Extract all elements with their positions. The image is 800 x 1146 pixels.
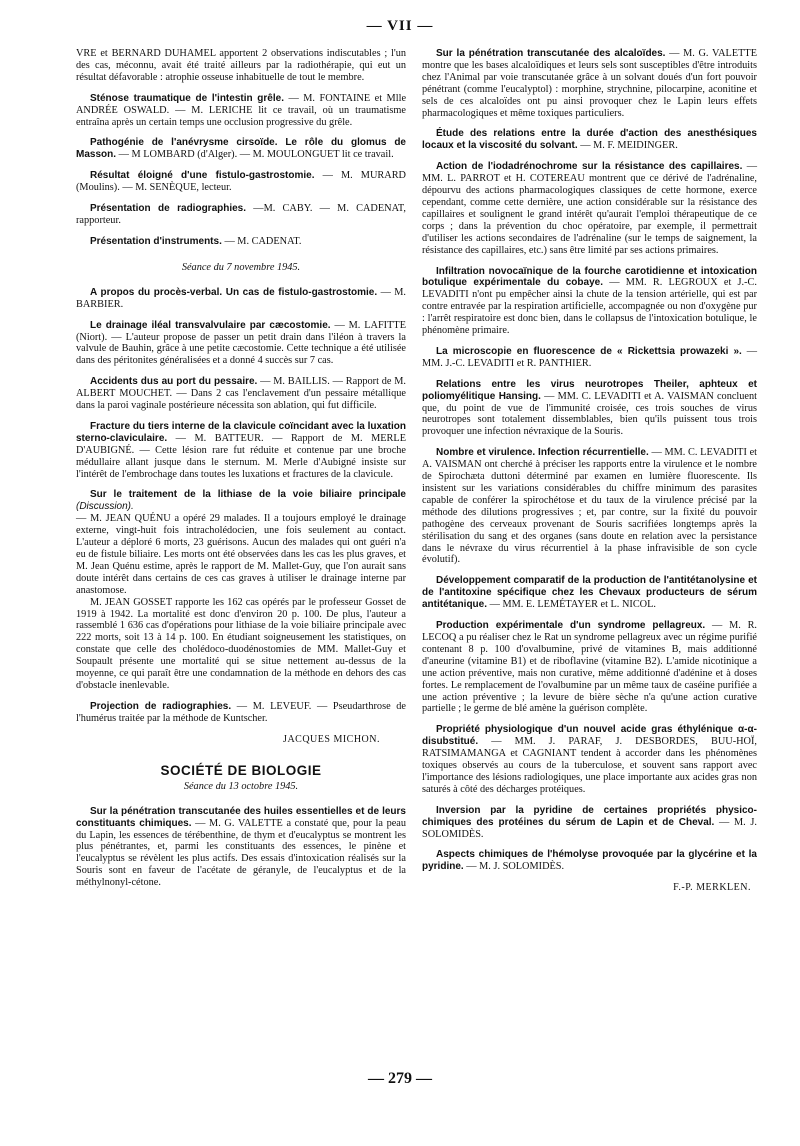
entry-body: — M. R. LECOQ a pu réaliser chez le Rat un syndrome pellagreux avec un régime purifié contenant 8 p. 100 d'ovalbumine, privé de vitamines B, mais additionné d'aneurine (vitamine B1) et de riboflavine (vitamine B2). L'amide nicotinique a une action préventive, mais non curative, même additionné d'adénine et à doses fortes. Le remplacement de l'ovalbumine par un même taux de caséine purifiée a une action préventive ; la levure de bière sèche n'a qu'une action curative partielle ; le germe de blé amène la guérison complète. — [422, 620, 758, 715]
entry — [422, 346, 757, 370]
entry-body: — M. CADENAT. — [224, 235, 302, 247]
entry-title: Projection de radiographies. — [90, 700, 232, 712]
entry-body: — M. J. SOLOMIDÈS. — [422, 816, 757, 840]
signature-merklen: F.-P. MERKLEN. — [673, 882, 751, 894]
entry-body: — M. LAFITTE (Niort). — L'auteur propose de passer un petit drain dans l'iléon à travers la valvule de Bauhin, grâce à une petite cæcostomie. Cette technique a été utilisée dans des péritonites généralisées et a donné 4 succès sur 7 cas. — [76, 319, 406, 367]
entry-projection — [76, 701, 406, 725]
entry-title: Fracture du tiers interne de la clavicule coïncidant avec la luxation sterno-claviculaire. — [76, 420, 406, 444]
entry-body: — M. BATTEUR. — Rapport de M. MERLE D'AUBIGNÉ. — Cette lésion rare fut réduite et contenue par une broche médullaire allant jusque dans le sternum. M. Merle d'Aubigné insiste sur l'intérêt de l'embrochage dans toutes les luxations et fractures de la clavicule. — [76, 432, 406, 480]
entry-body: — MM. J. PARAF, J. DESBORDES, BUU-HOÏ, RATSIMAMANGA et CAGNIANT tendent à accorder dans les phénomènes toxiques observés au cours de la tuberculose, et souvent sans rapport avec l'importance des lésions radiologiques, une place importante aux acides gras non saturés à côté des décharges protéiques. — [422, 736, 758, 795]
entry-body: — M. F. MEIDINGER. — [580, 140, 678, 152]
entry-title: Résultat éloigné d'une fistulo-gastrostomie. — [90, 170, 315, 182]
entry-body: — M LOMBARD (d'Alger). — M. MOULONGUET lit ce travail. — [118, 149, 394, 161]
left-entries-group-2 — [76, 287, 406, 481]
entry — [422, 849, 757, 873]
entry-title: A propos du procès-verbal. Un cas de fistulo-gastrostomie. — [90, 286, 378, 298]
entry-title: Inversion par la pyridine de certaines propriétés physico-chimiques des protéines du sérum de Lapin et de Cheval. — [422, 804, 757, 828]
entry-body: — MM. R. LEGROUX et J.-C. LEVADITI n'ont pu empêcher ainsi la chute de la tension artérielle, qui est par contre entravée par la respiration artificielle, accompagnée ou non d'oxygène pur : l'arrêt respiratoire est donc bien, dans le collapsus de l'intoxication botulique, le phénomène primaire. — [422, 277, 757, 337]
entry — [422, 48, 757, 119]
entry-body-2: M. JEAN GOSSET rapporte les 162 cas opérés par le professeur Gosset de 1919 à 1942. La mortalité est donc d'environ 20 p. 100. De plus, l'auteur a rassemblé 1 636 cas d'opérations pour lithiase de la voie biliaire principale avec 222 morts, soit 13 à 14 p. 100. En étudiant soigneusement les statistiques, on constate que celle des cholédoco-duodénostomies de MM. Mallet-Guy et Soupault présente une mortalité qui se situe nettement au-dessus de la moyenne, ce qui paraît être une condamnation de la méthode en dehors des cas d'obstacle inenlevable. — [76, 596, 406, 691]
left-entries-group-1 — [76, 48, 406, 248]
entry-title: Présentation d'instruments. — [90, 235, 222, 247]
page-header-roman: — VII — — [366, 18, 434, 34]
entry — [76, 170, 406, 194]
entry-title: Étude des relations entre la durée d'action des anesthésiques locaux et la viscosité du solvant. — [422, 128, 757, 152]
right-column — [422, 48, 757, 893]
entry-title: Sténose traumatique de l'intestin grêle. — [90, 92, 284, 104]
entry — [422, 447, 757, 566]
entry — [422, 805, 757, 841]
entry-huiles — [76, 806, 406, 889]
entry-title: Infiltration novocaïnique de la fourche carotidienne et intoxication botulique expérimentale du cobaye. — [422, 265, 757, 289]
entry-body: — MM. C. LEVADITI et A. VAISMAN concluent que, du point de vue de l'immunité croisée, ces trois souches de virus neurotropes sont totalement dissemblables, bien qu'ils puissent tous trois provoquer une infection névraxique de la Souris. — [422, 390, 757, 438]
entry — [422, 620, 757, 715]
entry — [76, 287, 406, 311]
entry-lithiase — [76, 489, 406, 691]
entry-body: — MM. J.-C. LEVADITI et R. PANTHIER. — [422, 345, 757, 369]
entry-body: —M. CABY. — M. CADENAT, rapporteur. — [76, 203, 406, 226]
entry-body: — M. J. SOLOMIDÈS. — [466, 861, 565, 873]
entry-title: Propriété physiologique d'un nouvel acide gras éthylénique α-α-disubstitué. — [422, 724, 757, 748]
entry-title: Sur la pénétration transcutanée des alcaloïdes. — [436, 48, 666, 59]
entry-title: Développement comparatif de la production de l'antitétanolysine et de l'antitoxine spécifique chez les Chevaux producteurs de sérum antitétanique. — [422, 575, 757, 611]
signature-michon: JACQUES MICHON. — [283, 733, 380, 745]
entry-title: Accidents dus au port du pessaire. — [90, 376, 258, 388]
entry-title: Nombre et virulence. Infection récurrentielle. — [436, 447, 649, 459]
entry — [76, 236, 406, 248]
entry-body: — M. FONTAINE et Mlle ANDRÉE OSWALD. — M. LERICHE lit ce travail, où un traumatisme entraîna après un certain temps une occlusion progressive du grêle. — [76, 92, 407, 128]
entry-title: Le drainage iléal transvalvulaire par cæcostomie. — [90, 319, 331, 331]
entry-body: — M. G. VALETTE a constaté que, pour la peau du Lapin, les essences de térébenthine, de thym et d'eucalyptus se montrent les plus pénétrantes, et, parmi les constituants des essences, le pinène et l'eucalyptus se révèlent les plus actifs. Des essais d'intoxication réalisés sur la Souris sont en faveur de l'acétate de géranyle, de l'eucalyptus et de la méthylnonyl-cétone. — [76, 817, 407, 889]
society-heading: SOCIÉTÉ DE BIOLOGIE — [160, 762, 322, 778]
entry — [422, 161, 757, 256]
entry-body: — M. BARBIER. — [76, 286, 406, 310]
entry-title: La microscopie en fluorescence de « Rickettsia prowazeki ». — [436, 345, 742, 357]
session-date-oct: Séance du 13 octobre 1945. — [183, 780, 299, 792]
entry — [76, 376, 406, 412]
entry — [76, 93, 406, 129]
entry-title: Présentation de radiographies. — [90, 203, 247, 215]
entry — [76, 137, 406, 161]
session-date-nov: Séance du 7 novembre 1945. — [181, 261, 301, 273]
entry — [422, 128, 757, 152]
entry — [422, 724, 757, 795]
entry — [76, 203, 406, 227]
entry-body: — M. BAILLIS. — Rapport de M. ALBERT MOUCHET. — Dans 2 cas l'enclavement d'un pessaire métallique dans la paroi vaginale postérieure nécessita son ablation, qui fut difficile. — [76, 376, 407, 412]
entry-body: — M. MURARD (Moulins). — M. SENÈQUE, lecteur. — [76, 170, 406, 194]
entry-body: VRE et BERNARD DUHAMEL apportent 2 observations indiscutables ; l'un des cas, méconnu, avait été traité ailleurs par la radiothérapie, qui eut un résultat défavorable : atrophie osseuse inhabituelle de tout le membre. — [76, 48, 406, 83]
entry-title: Production expérimentale d'un syndrome pellagreux. — [436, 620, 706, 632]
entry — [76, 320, 406, 368]
entry-body: — MM. E. LEMÉTAYER et L. NICOL. — [489, 599, 656, 611]
entry-body: — M. LEVEUF. — Pseudarthrose de l'humérus traitée par la méthode de Kuntscher. — [76, 700, 406, 724]
entry — [76, 421, 406, 481]
page-number: — 279 — — [368, 1070, 432, 1087]
entry-body: — M. G. VALETTE montre que les bases alcaloïdiques et leurs sels sont susceptibles d'être introduits chez l'Animal par voie transcutanée grâce à un solvant doués d'un fort pouvoir pénétrant (comme l'eucalyptol) : morphine, strychnine, pilocarpine, aconitine et sels de ces alcaloïdes ont pu ainsi provoquer chez le Lapin leurs effets pharmacologiques et même toxiques particuliers. — [422, 48, 757, 119]
entry-title: Pathogénie de l'anévrysme cirsoïde. Le rôle du glomus de Masson. — [76, 137, 406, 161]
entry-title: Aspects chimiques de l'hémolyse provoquée par la glycérine et la pyridine. — [422, 849, 757, 873]
right-entries — [422, 48, 757, 873]
entry — [422, 379, 757, 439]
entry — [422, 266, 757, 337]
entry — [422, 575, 757, 611]
entry-body: — MM. L. PARROT et H. COTEREAU montrent que ce dérivé de l'adrénaline, dépourvu des actions pharmacologiques classiques de cette hormone, exerce cependant, comme cette dernière, une action considérable sur la résistance des capillaires et soulignent le grand intérêt qu'aurait l'emploi thérapeutique de ce corps ; dans la prévention du choc opératoire, par exemple, il permettrait d'utiliser les actions secondaires de l'adrénaline (sur le temps de saignement, la résistance des capillaires, etc.) sans être limité par ses actions primaires. — [422, 161, 757, 256]
entry-title: Action de l'iodadrénochrome sur la résistance des capillaires. — [436, 161, 743, 173]
entry-title: Relations entre les virus neurotropes Theiler, aphteux et poliomyélitique Hansing. — [422, 378, 757, 402]
entry-title: Sur la pénétration transcutanée des huiles essentielles et de leurs constituants chimiques. — [76, 805, 406, 829]
entry — [76, 48, 406, 84]
entry-body: — M. JEAN QUÉNU a opéré 29 malades. Il a toujours employé le drainage externe, vingt-huit fois intracholédocien, une fois seulement au contact. L'auteur a déploré 6 morts, 23 guérisons. Aucun des malades qui ont guéri n'a eu de fistule biliaire. Les morts ont été observées dans les cas les plus graves, et M. Jean Quénu estime, après le rapport de M. Mallet-Guy, que l'on aurait sans doute intérêt dans certains de ces cas graves à utiliser le drainage interne par anastomose. — [76, 513, 406, 596]
entry-body: — MM. C. LEVADITI et A. VAISMAN ont cherché à préciser les rapports entre la virulence et le nombre de Spirochæta duttoni déterminé par examen en lumière fluorescente. Ils insistent sur les variations considérables du chiffre minimum des parasites capable de conférer la spirochétose et du taux de la virulence précisé par la méthode des dilutions progressives ; et, par contre, sur la fixité du pouvoir pathogène des cerveaux provenant de Souris sacrifiées longtemps après la stérilisation du sang et des organes (sans doute en relation avec la persistance dans le névraxe du virus récurrentiel à la phase infravisible de son cycle évolutif). — [422, 447, 758, 566]
entry-title: Sur le traitement de la lithiase de la voie biliaire principale (Discussion). — [76, 489, 406, 513]
left-column — [76, 48, 406, 898]
